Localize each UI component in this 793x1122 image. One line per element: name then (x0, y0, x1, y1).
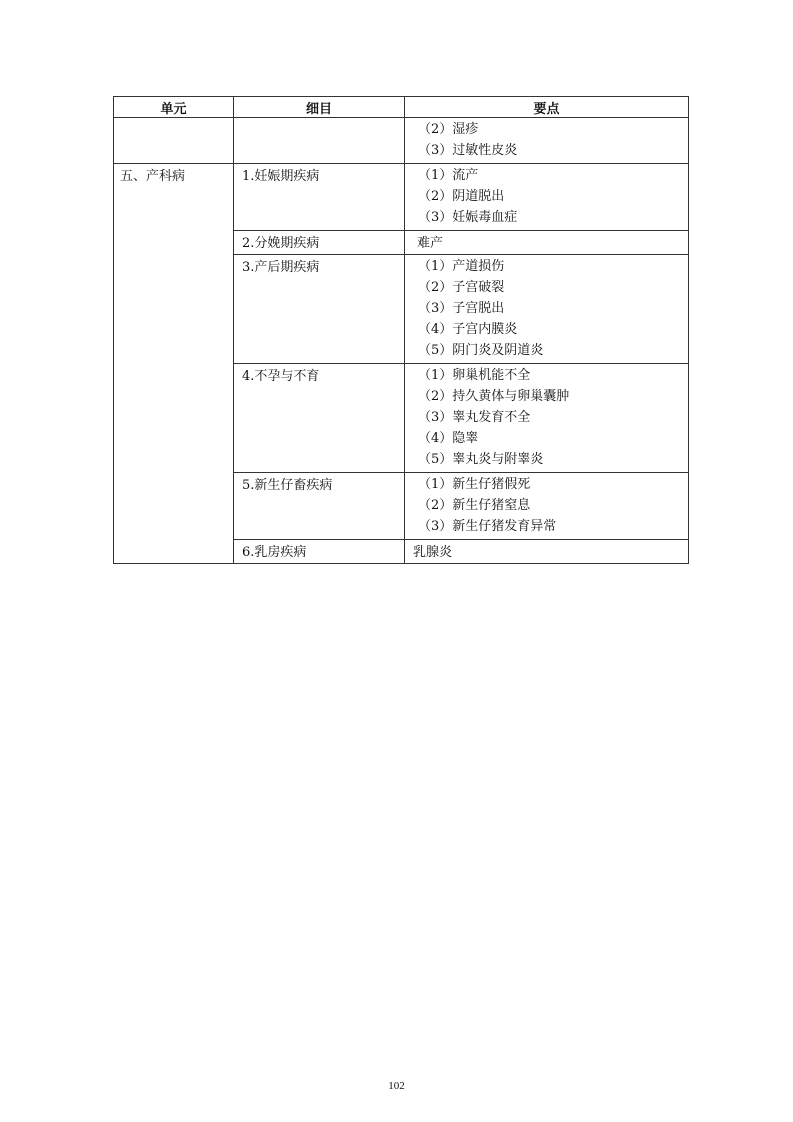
point-text: （3）子宫脱出 (418, 301, 505, 316)
table-header-row (114, 97, 689, 118)
points-cell (405, 255, 689, 364)
point-text: （1）卵巢机能不全 (418, 368, 531, 383)
header-item: 细目 (234, 97, 405, 118)
unit-cell-empty (114, 118, 234, 164)
point-text: 难产 (417, 236, 444, 251)
page-number: 102 (388, 1080, 405, 1092)
item-label: 1.妊娠期疾病 (242, 169, 320, 184)
item-cell (234, 364, 405, 473)
header-unit: 单元 (114, 97, 234, 118)
item-cell (234, 473, 405, 540)
point-text: （3）睾丸发育不全 (418, 410, 531, 425)
point-text: （3）新生仔猪发育异常 (418, 519, 557, 534)
header-points: 要点 (405, 97, 689, 118)
item-label: 3.产后期疾病 (242, 260, 320, 275)
point-text: （3）妊娠毒血症 (418, 210, 518, 225)
point-text: （2）持久黄体与卵巢囊肿 (418, 389, 570, 404)
point-text: （5）阴门炎及阴道炎 (418, 343, 544, 358)
item-cell (234, 255, 405, 364)
point-text: （2）阴道脱出 (418, 189, 505, 204)
syllabus-table (113, 96, 689, 564)
unit-cell (114, 164, 234, 564)
point-text: （3）过敏性皮炎 (418, 143, 518, 158)
point-text: （1）新生仔猪假死 (418, 477, 531, 492)
points-cell (405, 164, 689, 231)
item-label: 5.新生仔畜疾病 (242, 478, 333, 493)
point-text: （4）隐睾 (418, 431, 479, 446)
point-text: （5）睾丸炎与附睾炎 (418, 452, 544, 467)
table-row (114, 164, 689, 231)
point-text: （2）新生仔猪窒息 (418, 498, 531, 513)
item-label: 2.分娩期疾病 (242, 236, 320, 251)
point-text: （4）子宫内膜炎 (418, 322, 518, 337)
unit-label: 五、产科病 (120, 169, 186, 184)
item-label: 6.乳房疾病 (242, 545, 307, 560)
item-cell (234, 164, 405, 231)
points-cell (405, 364, 689, 473)
item-label: 4.不孕与不育 (242, 369, 320, 384)
point-text: 乳腺炎 (413, 545, 453, 560)
item-cell-empty (234, 118, 405, 164)
item-cell (234, 540, 405, 564)
points-cell (405, 473, 689, 540)
point-text: （1）流产 (418, 168, 479, 183)
points-cell (405, 540, 689, 564)
point-text: （2）子宫破裂 (418, 280, 505, 295)
item-cell (234, 231, 405, 255)
points-cell (405, 118, 689, 164)
table-row-continuation (114, 118, 689, 164)
points-cell (405, 231, 689, 255)
point-text: （1）产道损伤 (418, 259, 505, 274)
point-text: （2）湿疹 (418, 122, 479, 137)
